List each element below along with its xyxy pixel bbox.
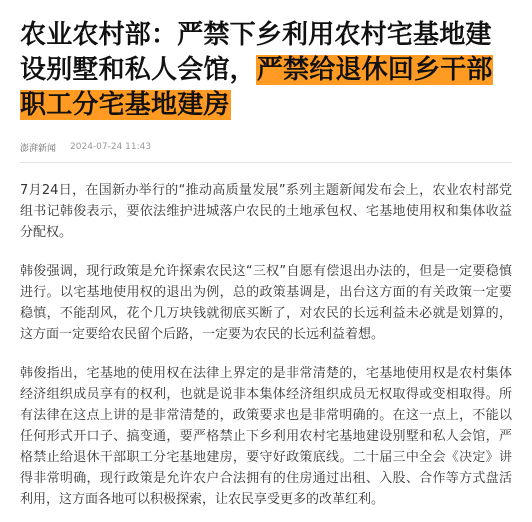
- paragraph: 韩俊指出，宅基地的使用权在法律上界定的是非常清楚的，宅基地使用权是农村集体经济组织成员享有的权利，也就是说非本集体经济组织成员无权取得或变相取得。所有法律在这点上讲的是非常清楚的，政策要求也是非常明确的。在这一点上，不能以任何形式开口子、搞变通，要严格禁止下乡利用农村宅基地建设别墅和私人会馆，严格禁止给退休干部职工分宅基地建房，要守好政策底线。二十届三中全会《决定》讲得非常明确，现行政策是允许农户合法拥有的住房通过出租、入股、合作等方式盘活利用，这方面各地可以积极探索，让农民享受更多的改革红利。: [20, 366, 512, 507]
- paragraph: 7月24日，在国新办举行的“推动高质量发展”系列主题新闻发布会上，农业农村部党组书记韩俊表示，要依法维护进城落户农民的土地承包权、宅基地使用权和集体收益分配权。: [20, 183, 512, 240]
- divider: [20, 162, 512, 163]
- publish-date: 2024-07-24 11:43: [70, 142, 152, 152]
- headline-highlight: 严禁给退休回乡干部职工分宅基地建房: [20, 55, 493, 120]
- article-meta: [20, 140, 151, 154]
- source-name[interactable]: 澎湃新闻: [20, 143, 57, 154]
- paragraph: 韩俊强调，现行政策是允许探索农民这“三权”自愿有偿退出办法的，但是一定要稳慎进行。以宅基地使用权的退出为例，总的政策基调是，出台这方面的有关政策一定要稳慎，不能刮风，花个几万块钱就彻底买断了，对农民的长远利益未必就是划算的，这方面一定要给农民留个后路，一定要为农民的长远利益着想。: [20, 264, 512, 342]
- article-headline: [20, 18, 515, 123]
- headline-text: 农业农村部：严禁下乡利用农村宅基地建设别墅和私人会馆，: [20, 20, 492, 85]
- article-body: [20, 180, 512, 522]
